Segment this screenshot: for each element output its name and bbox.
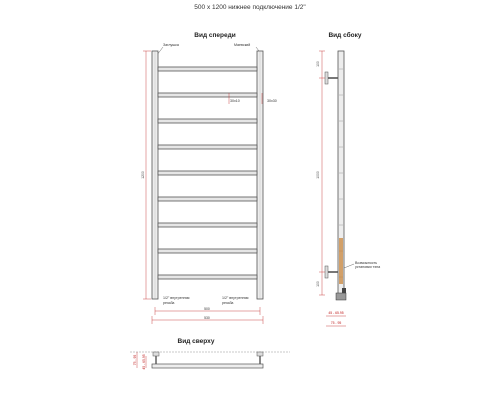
plug-label: Заглушка [163,43,179,47]
thread-right-label-2: резьба [222,301,234,305]
width-outer-label: 530 [204,316,210,320]
crossbar [158,197,257,201]
front-height-label: 1200 [141,171,145,179]
crossbar [158,275,257,279]
heating-element [339,238,343,284]
width-inner-label: 500 [204,307,210,311]
crossbar [158,223,257,227]
front-view-title: Вид спереди [194,32,236,39]
thread-left-label-1: 1/2" внутренняя [163,296,190,300]
crossbar [158,249,257,253]
page-title: 500 x 1200 нижнее подключение 1/2" [194,4,306,11]
top-range-1-label: 75 - 95 [133,354,137,366]
crossbar [158,67,257,71]
crossbar [158,93,257,97]
crossbar-outer-size-label: 30x30 [267,99,277,103]
heating-callout-leader [344,264,354,268]
top-view-title: Вид сверху [177,338,215,345]
lower-bracket-plate [325,266,328,278]
crossbars [158,67,257,279]
side-bottom-range-label: 75 - 95 [330,321,342,325]
side-bottom-offset-label: 100 [316,281,320,287]
thread-right-label-1: 1/2" внутренняя [222,296,249,300]
side-height-label: 1000 [316,171,320,179]
side-view-title: Вид сбоку [328,32,362,39]
side-top-offset-label: 100 [316,61,320,67]
crossbar-inner-size-label: 30x10 [230,99,240,103]
top-range-2-label: 45 - 65.95 [142,354,146,370]
heating-label-2: установки тэна [355,265,381,269]
bottom-fitting [336,293,346,300]
heating-label-1: Возможность [355,261,378,265]
top-right-bracket-plate [257,352,263,356]
crossbar [158,145,257,149]
mayevsky-label: Маевский [234,43,251,47]
bottom-fitting-nut [342,288,346,293]
top-view-rail [152,364,263,368]
top-left-bracket-plate [153,352,159,356]
thread-left-label-2: резьба [163,301,175,305]
crossbar [158,119,257,123]
crossbar [158,171,257,175]
upper-bracket-plate [325,72,328,84]
side-depth-label: 45 - 65.95 [328,311,344,315]
